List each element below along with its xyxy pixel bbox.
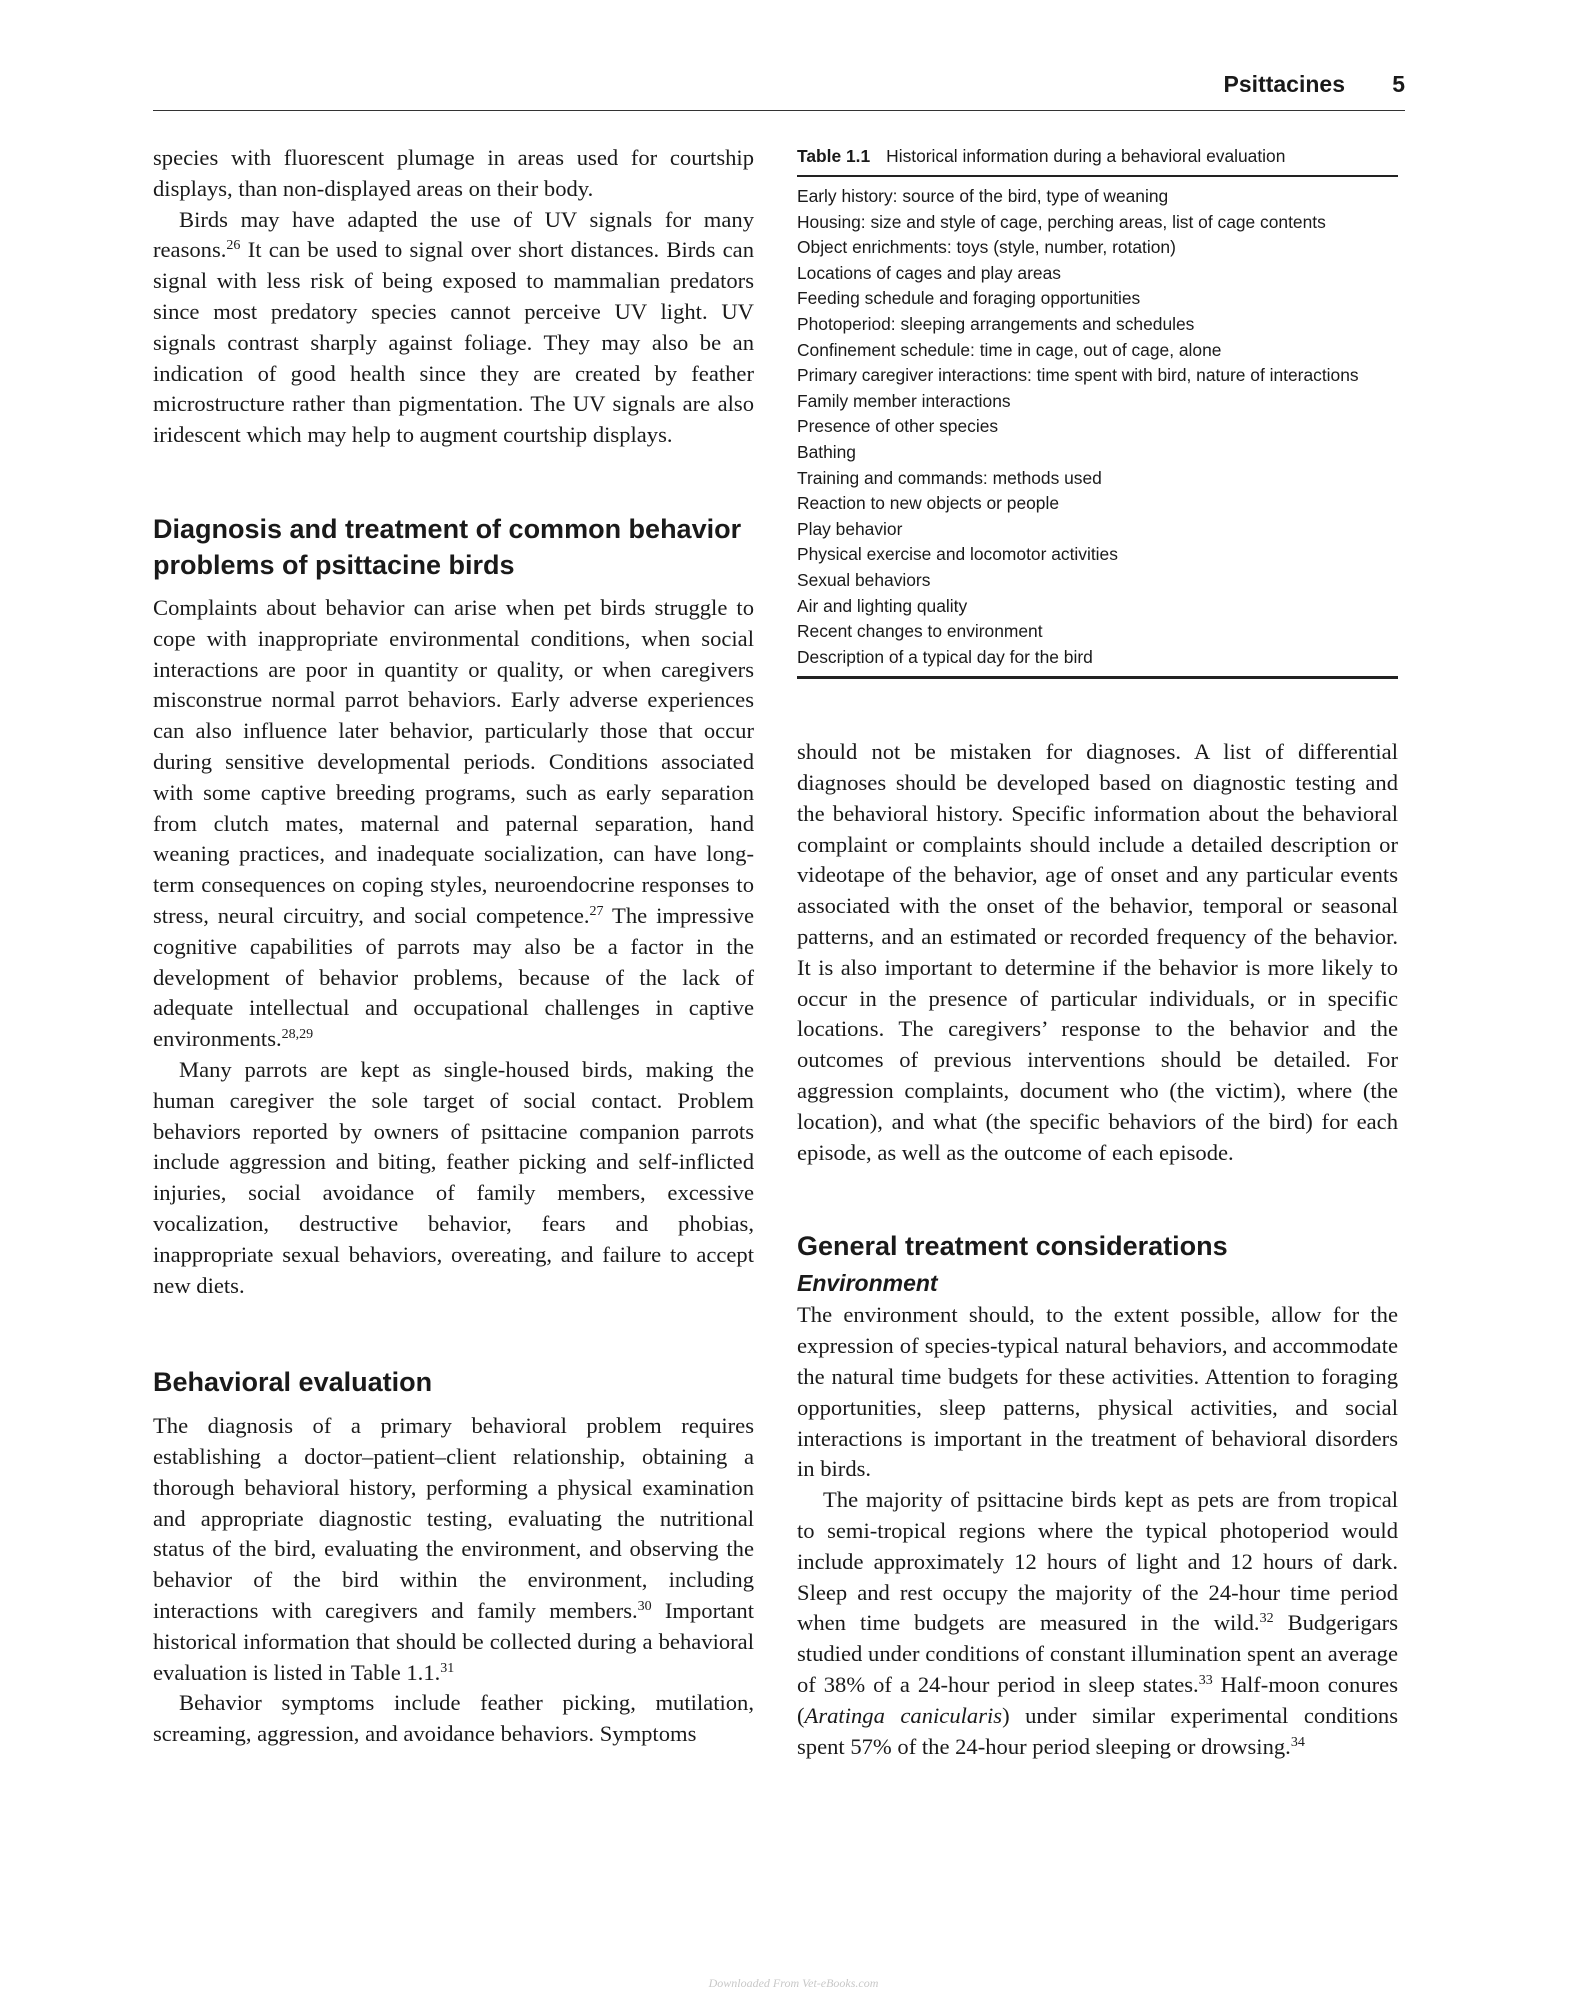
citation[interactable]: 26: [226, 238, 241, 254]
table-row: Confinement schedule: time in cage, out of cage, alone: [797, 339, 1222, 360]
citation[interactable]: 33: [1198, 1673, 1213, 1688]
table-row: Family member interactions: [797, 390, 1011, 411]
table-row: Description of a typical day for the bird: [797, 646, 1093, 667]
section-heading: Behavioral evaluation: [153, 1367, 433, 1398]
left-column: [153, 143, 754, 1750]
table-row: Sexual behaviors: [797, 569, 931, 590]
paragraph: The environment should, to the extent possible, allow for the expression of species-typical natural behaviors, and accommodate the natural time budgets for these activities. Attention to foraging opportunities, sleep patterns, physical activities, and social interactions is important in the treatment of behavioral disorders in birds.: [797, 1302, 1398, 1482]
table-row: Housing: size and style of cage, perching areas, list of cage contents: [797, 211, 1326, 232]
table-row: Feeding schedule and foraging opportunities: [797, 288, 1141, 309]
table-row: Object enrichments: toys (style, number, rotation): [797, 237, 1176, 258]
paragraph: Many parrots are kept as single-housed birds, making the human caregiver the sole target of social contact. Problem behaviors reported by owners of psittacine companion parrots include aggression and biting, feather picking and self-inflicted injuries, social avoidance of family members, excessive vocalization, destructive behavior, fears and phobias, inappropriate sexual behaviors, overeating, and failure to accept new diets.: [153, 1056, 754, 1298]
table-row: Air and lighting quality: [797, 595, 968, 616]
table-row: Locations of cages and play areas: [797, 262, 1061, 283]
citation[interactable]: 30: [637, 1599, 652, 1615]
section-heading: Diagnosis and treatment of common behavior problems of psittacine birds: [153, 513, 742, 580]
paragraph: The diagnosis of a primary behavioral problem requires establishing a doctor–patient–client relationship, obtaining a thorough behavioral history, performing a physical examination and appropriate diagnostic testing, evaluating the nutritional status of the bird, evaluating the environment, and observing the behavior of the bird within the environment, including interactions with caregivers and family members.$^{30}$ Important historical information that should be collected during a behavioral evaluation is listed in Table 1.1.31: [153, 1413, 755, 1685]
citation[interactable]: 32: [1259, 1611, 1274, 1627]
section-heading: General treatment considerations: [797, 1231, 1228, 1262]
table-caption: [797, 143, 1398, 177]
running-title: Psittacines: [1223, 71, 1345, 97]
table-row: Physical exercise and locomotor activities: [797, 544, 1118, 565]
table-row: Recent changes to environment: [797, 621, 1043, 642]
citation[interactable]: 31: [440, 1660, 455, 1676]
table-row: Play behavior: [797, 518, 903, 539]
right-column: [797, 143, 1398, 1762]
paragraph: Birds may have adapted the use of UV signals for many reasons.$^{26}$ It can be used to signal over short distances. Birds can signal with less risk of being exposed to mammalian predators since most predatory species cannot perceive UV light. UV signals contrast sharply against foliage. They may also be an indication of good health since they are created by feather microstructure rather than pigmentation. The UV signals are also iridescent which may help to augment courtship displays.: [153, 206, 754, 448]
paragraph: Behavior symptoms include feather picking, mutilation, screaming, aggression, and avoidance behaviors. Symptoms: [153, 1690, 754, 1747]
table-body: [797, 177, 1398, 679]
citation[interactable]: 28,29: [281, 1027, 314, 1043]
species-name: Aratinga canicularis: [804, 1702, 1003, 1728]
table-row: Reaction to new objects or people: [797, 493, 1059, 514]
citation[interactable]: 34: [1290, 1734, 1305, 1750]
table-row: Presence of other species: [797, 416, 999, 437]
table-label: Table 1.1: [797, 146, 871, 166]
page-number: 5: [1392, 71, 1405, 97]
subsection-heading: Environment: [797, 1270, 938, 1297]
table-row: Early history: source of the bird, type of weaning: [797, 186, 1169, 206]
paragraph: should not be mistaken for diagnoses. A list of differential diagnoses should be developed based on diagnostic testing and the behavioral history. Specific information about the behavioral complaint or complaints should include a detailed description or videotape of the behavior, age of onset and any particular events associated with the onset of the behavior, temporal or seasonal patterns, and an estimated or recorded frequency of the behavior. It is also important to determine if the behavior is more likely to occur in the presence of particular individuals, or in specific locations. The caregivers’ response to the behavior and the outcomes of previous interventions should be detailed. For aggression complaints, document who (the victim), where (the location), and what (the specific behaviors of the bird) for each episode, as well as the outcome of each episode.: [797, 739, 1398, 1165]
table-row: Training and commands: methods used: [797, 467, 1102, 488]
table-row: Primary caregiver interactions: time spent with bird, nature of interactions: [797, 365, 1359, 386]
table-row: Photoperiod: sleeping arrangements and schedules: [797, 313, 1195, 334]
history-table: [797, 143, 1398, 679]
citation[interactable]: 27: [589, 903, 604, 919]
paragraph: species with fluorescent plumage in areas used for courtship displays, than non-displayed areas on their body.: [153, 145, 754, 201]
page-header: [153, 68, 1405, 111]
table-row: Bathing: [797, 441, 856, 462]
table-title: Historical information during a behavioral evaluation: [886, 146, 1286, 166]
paragraph: Complaints about behavior can arise when pet birds struggle to cope with inappropriate environmental conditions, when social interactions are poor in quantity or quality, or when caregivers misconstrue normal parrot behaviors. Early adverse experiences can also influence later behavior, particularly those that occur during sensitive developmental periods. Conditions associated with some captive breeding programs, such as early separation from clutch mates, maternal and paternal separation, hand weaning practices, and inadequate socialization, can have long-term consequences on coping styles, neuroendocrine responses to stress, neural circuitry, and social competence.$^{27}$ The impressive cognitive capabilities of parrots may also be a factor in the development of behavior problems, because of the lack of adequate intellectual and occupational challenges in captive environments.$^{28,29}$: [153, 594, 754, 1052]
paragraph: The majority of psittacine birds kept as pets are from tropical to semi-tropical regions where the typical photoperiod would include approximately 12 hours of light and 12 hours of dark. Sleep and rest occupy the majority of the 24-hour time period when time budgets are measured in the wild.$^{32}$ Budgerigars studied under conditions of constant illumination spent an average of 38% of a 24-hour period in sleep states.$^{33}$ Half-moon conures (Aratinga canicularis) under similar experimental conditions spent 57% of the 24-hour period sleeping or drowsing.$^{34}$: [797, 1487, 1398, 1759]
watermark: Downloaded From Vet-eBooks.com: [708, 1976, 879, 1990]
